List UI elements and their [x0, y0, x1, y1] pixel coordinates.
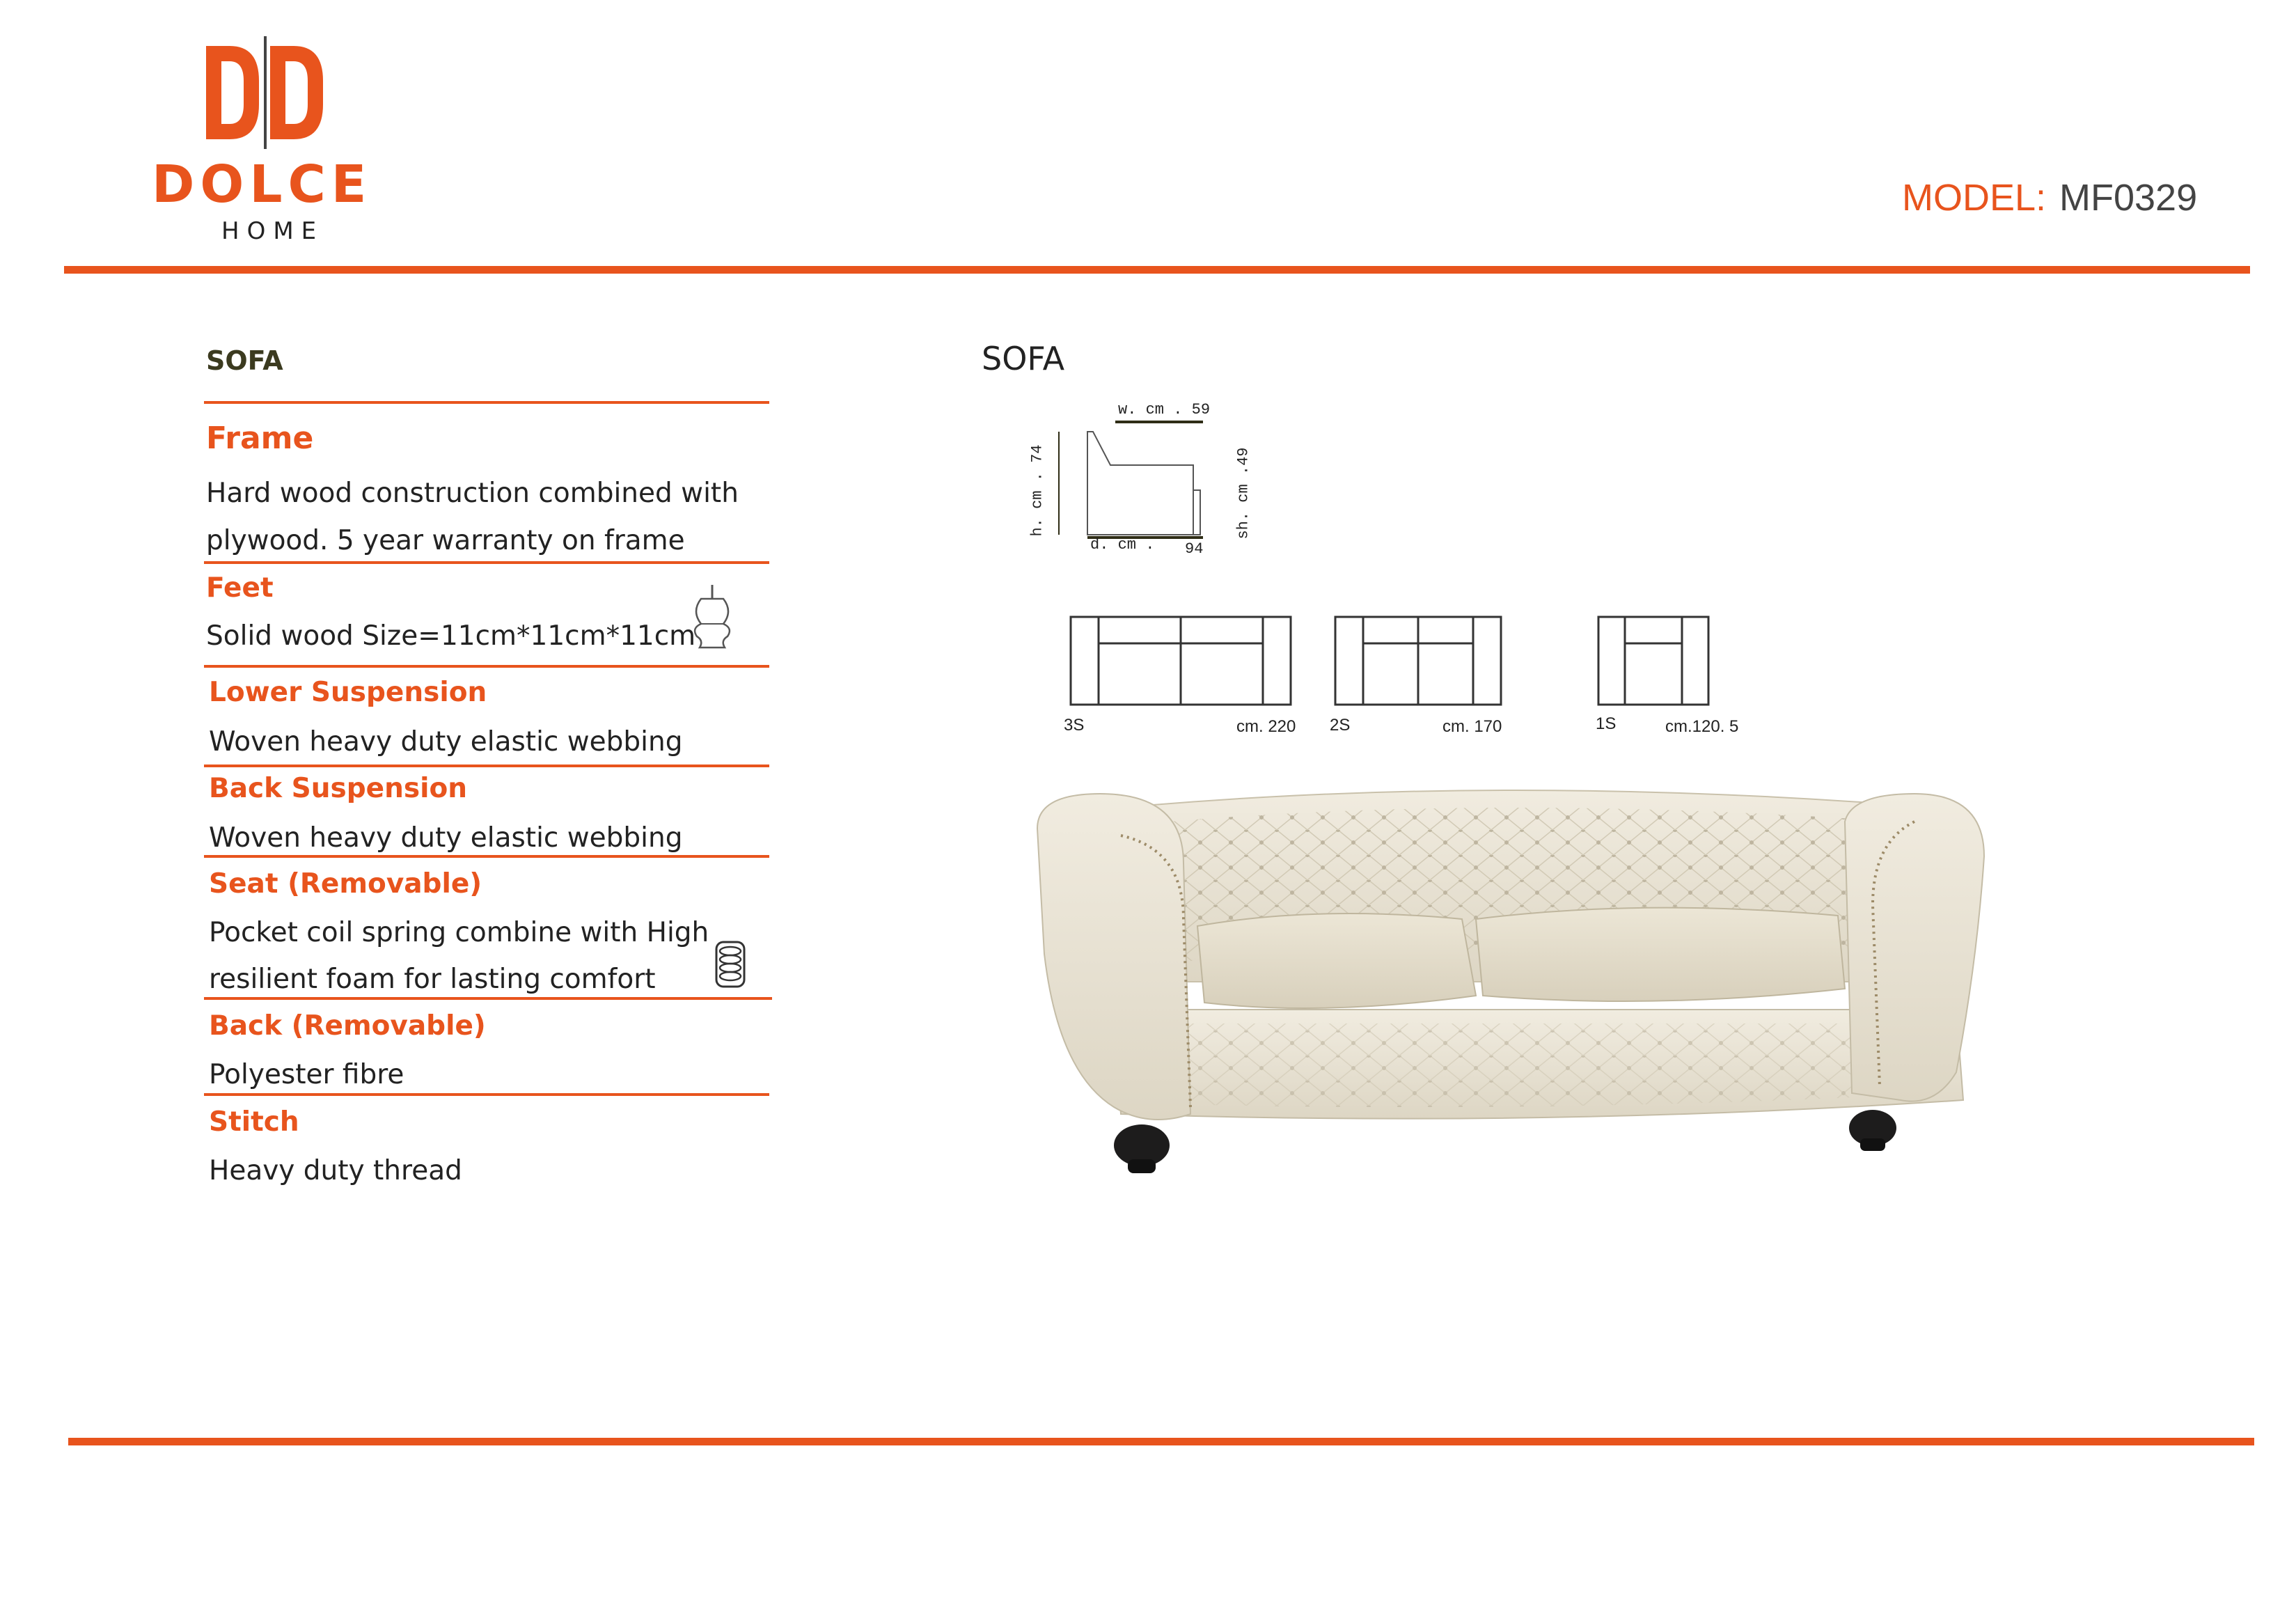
config-3s-drawing	[1069, 616, 1292, 706]
bun-foot-icon	[686, 583, 739, 653]
section-text-seat-1: Pocket coil spring combine with High	[209, 917, 709, 948]
seat-height-dimension: sh. cm .49	[1234, 447, 1252, 540]
config-3s-size: cm. 220	[1236, 717, 1296, 736]
coil-spring-icon	[714, 940, 746, 989]
depth-dimension-label: d. cm .	[1090, 536, 1155, 554]
config-2s-code: 2S	[1330, 716, 1351, 735]
section-text-back-suspension: Woven heavy duty elastic webbing	[209, 822, 683, 854]
section-label-lower-suspension: Lower Suspension	[209, 677, 487, 708]
depth-dimension-value: 94	[1185, 540, 1204, 558]
section-text-stitch: Heavy duty thread	[209, 1155, 462, 1186]
section-label-seat: Seat (Removable)	[209, 868, 482, 900]
section-text-back: Polyester fibre	[209, 1059, 404, 1090]
header-divider	[64, 266, 2250, 274]
spec-divider	[204, 765, 769, 767]
spec-divider	[204, 997, 772, 1000]
section-text-lower-suspension: Woven heavy duty elastic webbing	[209, 726, 683, 758]
section-label-feet: Feet	[206, 572, 274, 604]
section-text-seat-2: resilient foam for lasting comfort	[209, 964, 656, 995]
drawing-title: SOFA	[982, 340, 1065, 377]
section-text-frame-2: plywood. 5 year warranty on frame	[206, 525, 685, 556]
spec-divider	[204, 855, 769, 858]
spec-divider	[204, 401, 769, 404]
section-text-frame-1: Hard wood construction combined with	[206, 478, 739, 509]
config-2s-size: cm. 170	[1442, 717, 1502, 736]
footer-divider	[68, 1438, 2254, 1445]
section-label-back: Back (Removable)	[209, 1010, 486, 1042]
brand-name: DOLCE	[152, 155, 372, 214]
section-text-feet: Solid wood Size=11cm*11cm*11cm	[206, 620, 696, 652]
spec-divider	[204, 561, 769, 564]
config-1s-drawing	[1597, 616, 1710, 706]
spec-title: SOFA	[206, 345, 283, 376]
section-label-back-suspension: Back Suspension	[209, 773, 468, 804]
brand-logo-mark	[206, 36, 324, 149]
seat-height-dimension-wrap	[1231, 446, 1259, 543]
model-number: MF0329	[2059, 177, 2198, 219]
height-dimension-wrap	[1023, 439, 1051, 543]
sofa-product-image	[1016, 780, 1991, 1184]
model-label: MODEL:	[1902, 177, 2047, 219]
brand-subtitle: HOME	[221, 217, 324, 245]
config-1s-code: 1S	[1596, 714, 1617, 733]
spec-divider	[204, 1093, 769, 1096]
config-1s-size: cm.120. 5	[1665, 717, 1739, 736]
section-label-frame: Frame	[206, 421, 314, 456]
spec-divider	[204, 665, 769, 668]
section-label-stitch: Stitch	[209, 1106, 299, 1138]
side-profile-drawing	[1058, 418, 1211, 550]
width-dimension: w. cm . 59	[1118, 401, 1211, 418]
config-3s-code: 3S	[1064, 716, 1085, 735]
height-dimension: h. cm . 74	[1028, 444, 1046, 537]
config-2s-drawing	[1334, 616, 1502, 706]
